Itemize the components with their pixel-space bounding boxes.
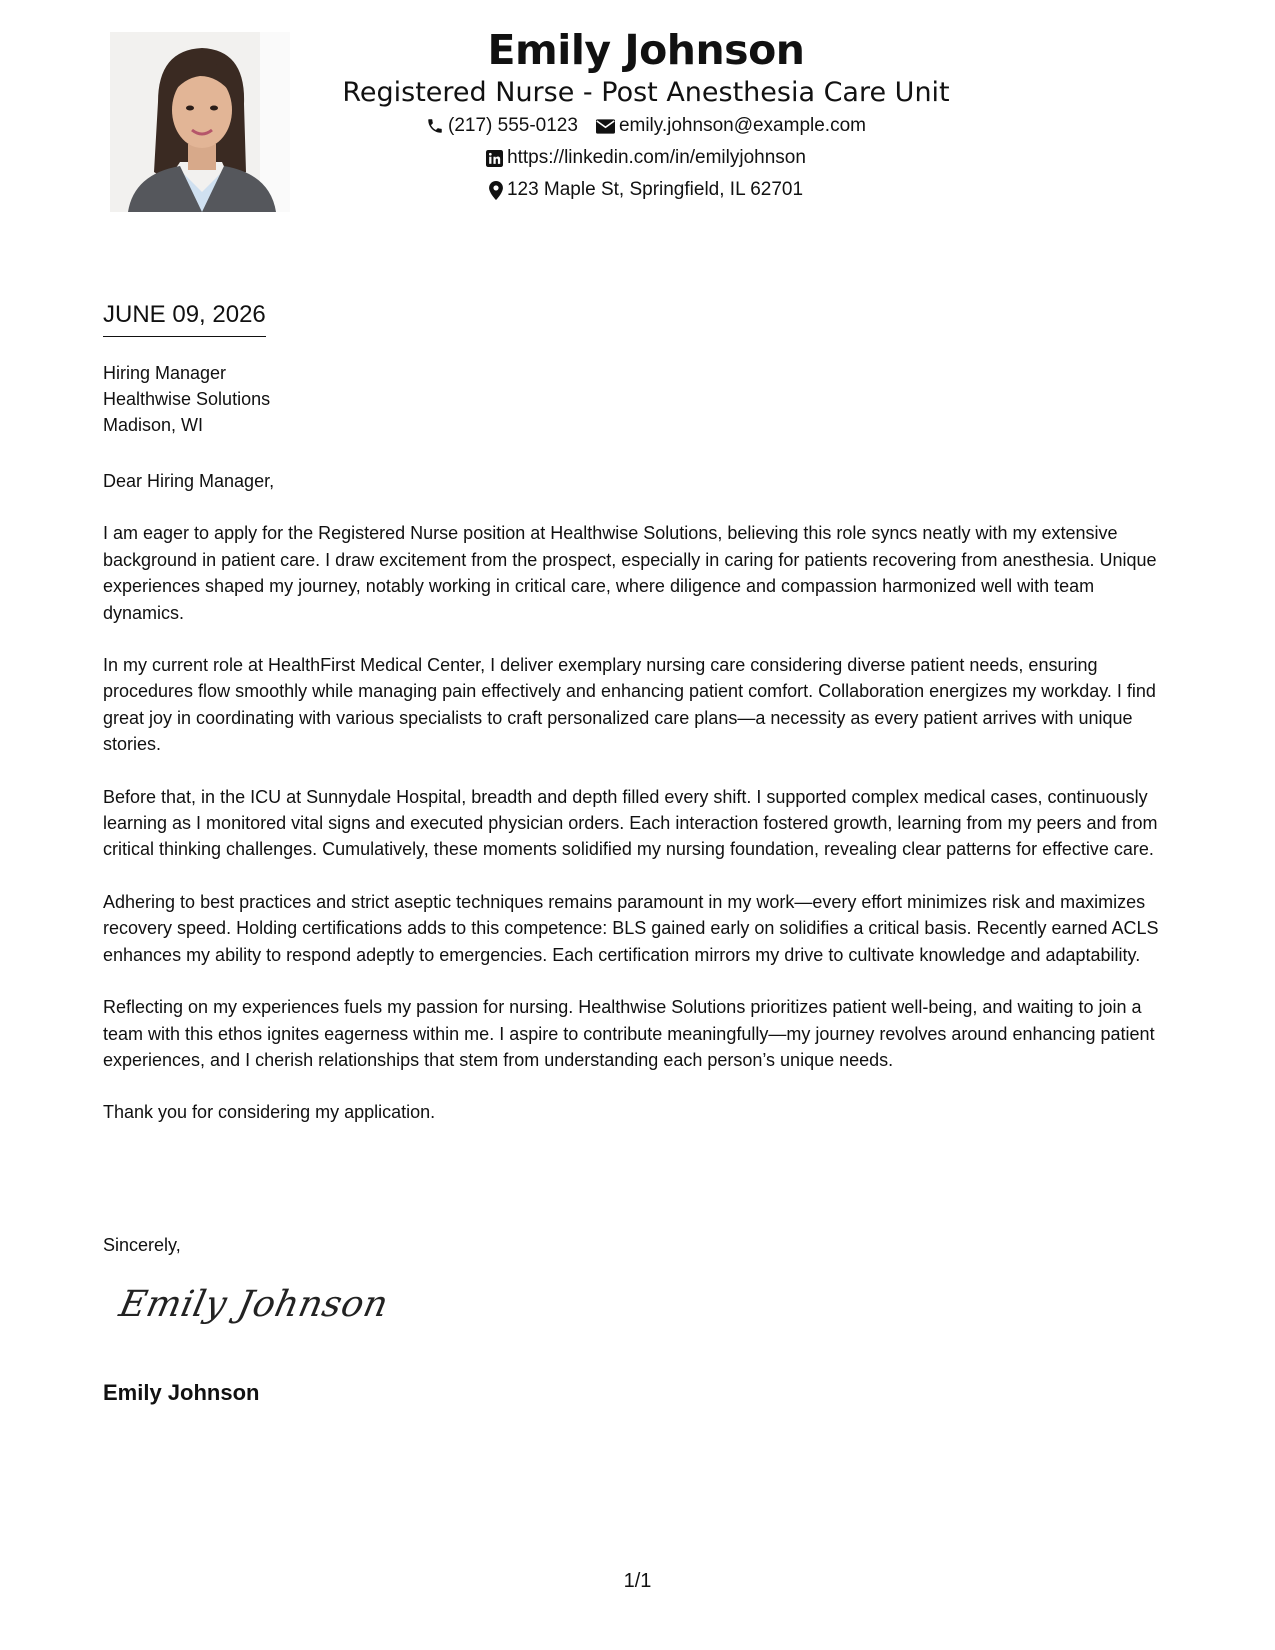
handwritten-signature: Emily Johnson — [115, 1284, 393, 1325]
page-number: 1/1 — [623, 1570, 652, 1592]
email-contact[interactable] — [596, 110, 866, 142]
linkedin-text: https://linkedin.com/in/emilyjohnson — [507, 147, 806, 168]
paragraph: Adhering to best practices and strict aseptic techniques remains paramount in my work—every effort minimizes risk and maximizes recovery speed. Holding certifications adds to this competence: BLS gained early on solidifies a critical basis. Recently earned ACLS enhances my ability to respond adeptly to emergencies. Each certification mirrors my drive to cultivate knowledge and adaptability. — [103, 891, 1159, 965]
contact-row-3 — [300, 174, 992, 206]
paragraph: Thank you for considering my application. — [103, 1102, 436, 1123]
contact-row-1 — [300, 110, 992, 142]
header — [300, 24, 992, 206]
paragraph: In my current role at HealthFirst Medical Center, I deliver exemplary nursing care considering diverse patient needs, ensuring procedures flow smoothly while managing pain effectively and enhancing patient comfort. Collaboration energizes my workday. I find great joy in coordinating with various specialists to craft personalized care plans—a necessity as every patient arrives with unique stories. — [103, 655, 1156, 755]
phone-text: (217) 555-0123 — [448, 115, 578, 136]
contact-row-2 — [300, 142, 992, 174]
paragraph: Before that, in the ICU at Sunnydale Hospital, breadth and depth filled every shift. I supported complex medical cases, continuously learning as I monitored vital signs and executed physician orders. Each interaction fostered growth, learning from my peers and from critical thinking challenges. Cumulatively, these moments solidified my nursing foundation, revealing clear patterns for effective care. — [103, 786, 1158, 860]
address-text: 123 Maple St, Springfield, IL 62701 — [506, 179, 804, 200]
salutation: Dear Hiring Manager, — [103, 471, 275, 491]
paragraph: I am eager to apply for the Registered Nurse position at Healthwise Solutions, believing this role syncs neatly with my extensive background in patient care. I draw excitement from the prospect, especially in caring for patients recovering from anesthesia. Unique experiences shaped my journey, notably working in critical care, where diligence and compassion harmonized well with team dynamics. — [103, 523, 1157, 623]
address-contact — [489, 174, 803, 206]
job-title: Registered Nurse - Post Anesthesia Care Unit — [342, 77, 950, 108]
recipient-company: Healthwise Solutions — [103, 389, 271, 409]
candidate-name: Emily Johnson — [487, 26, 805, 74]
profile-photo — [110, 32, 290, 212]
phone-icon — [426, 117, 444, 135]
recipient-block — [103, 360, 270, 438]
email-text: emily.johnson@example.com — [618, 115, 866, 136]
linkedin-contact[interactable] — [486, 142, 806, 174]
signer-name: Emily Johnson — [103, 1380, 260, 1405]
recipient-name: Hiring Manager — [103, 363, 227, 383]
linkedin-icon — [486, 150, 503, 167]
map-pin-icon — [489, 181, 503, 200]
envelope-icon — [596, 119, 615, 134]
closing: Sincerely, — [103, 1235, 181, 1255]
paragraph: Reflecting on my experiences fuels my passion for nursing. Healthwise Solutions prioritizes patient well-being, and waiting to join a team with this ethos ignites eagerness within me. I aspire to contribute meaningfully—my journey revolves around enhancing patient experiences, and I cherish relationships that stem from understanding each person’s unique needs. — [103, 997, 1155, 1070]
letter-body — [103, 468, 1178, 1152]
recipient-location: Madison, WI — [103, 415, 204, 435]
phone-contact[interactable] — [426, 110, 578, 142]
letter-date: JUNE 09, 2026 — [103, 300, 266, 337]
